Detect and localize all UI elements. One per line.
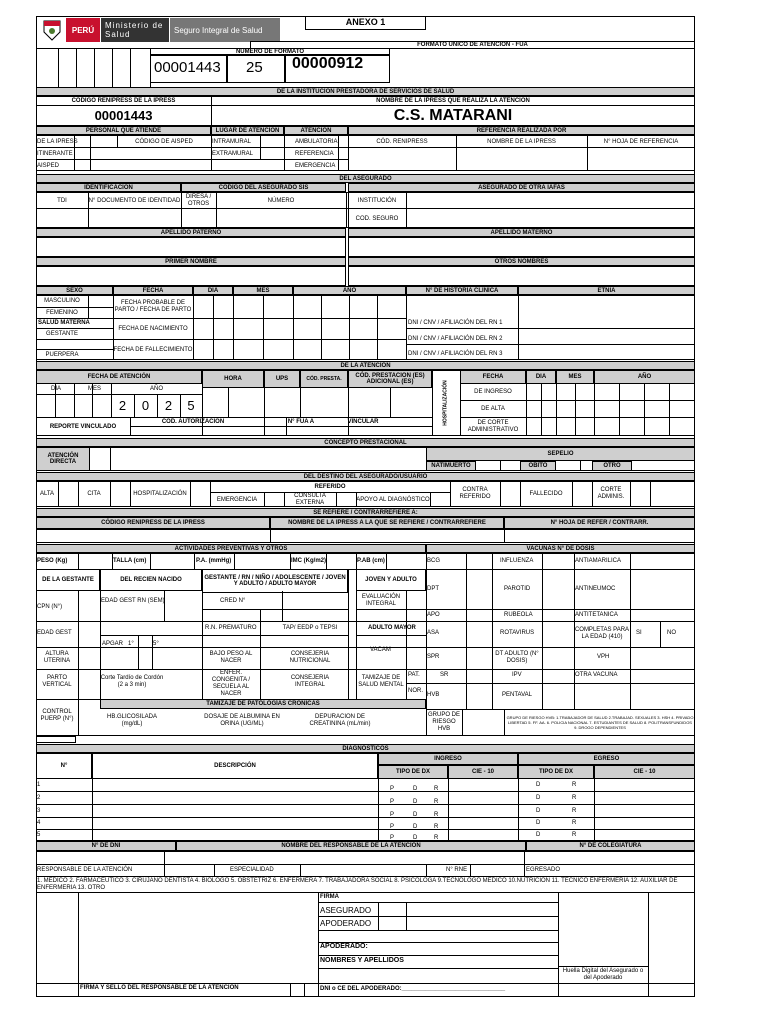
apgar-5-label: 5° — [153, 641, 159, 647]
obito-option[interactable]: OBITO — [520, 461, 556, 471]
tap-label: TAP/ EEDP o TEPSI — [282, 625, 338, 631]
att-anio-label: AÑO — [150, 386, 164, 392]
etnia-label: ETNIA — [518, 286, 695, 295]
activities-section-title: ACTIVIDADES PREVENTIVAS Y OTROS — [36, 544, 426, 553]
hospitalizacion-option[interactable]: HOSPITALIZACIÓN — [133, 490, 187, 497]
antitetanica-label: ANTITETANICA — [575, 612, 618, 618]
sis-logo-box: Seguro Integral de Salud — [170, 18, 280, 42]
dx1-out-r[interactable]: R — [572, 782, 577, 788]
first-name-field[interactable] — [36, 266, 346, 286]
consejeria-int-label: CONSEJERIA INTEGRAL — [290, 675, 330, 688]
profession-list: 1. MEDICO 2. FARMACEUTICO 3. CIRUJANO DENTISTA 4. BIÓLOGO 5. OBSTETRIZ 6. ENFERMERA 7. TRABAJADORA SOCIAL 8. PSICOLOGA 9.TECNOLOGO MEDICO 10.NUTRICION 11. TECNICO ENFERMERIA 12. AUXILIAR DE ENFERMERIA 13. OTRO — [37, 878, 678, 891]
dx4-d[interactable]: D — [413, 824, 418, 830]
dx5-d[interactable]: D — [413, 835, 418, 841]
bajo-peso-label: BAJO PESO AL NACER — [209, 651, 253, 664]
referencia-option[interactable]: REFERENCIA — [295, 151, 334, 157]
ipress-name-label: NOMBRE DE LA IPRESS QUE REALIZA LA ATENCIÓN — [376, 97, 530, 104]
dx5-out-r[interactable]: R — [572, 832, 577, 838]
ipress-code-value[interactable]: 00001443 — [94, 108, 153, 123]
resp-name-label: NOMBRE DEL RESPONSABLE DE LA ATENCIÓN — [176, 841, 526, 851]
attention-label: ATENCIÓN — [284, 126, 348, 135]
ref-sheet-label: N° HOJA DE REFERENCIA — [603, 139, 679, 145]
institucion-label: INSTITUCIÓN — [357, 197, 397, 204]
enfer-label: ENFER. CONGENITA / SECUELA AL NACER — [211, 670, 251, 697]
dx-cie-in-label: CIE - 10 — [448, 765, 518, 779]
recien-block-label: DEL RECIEN NACIDO — [100, 569, 202, 591]
dx2-r[interactable]: R — [434, 799, 439, 805]
otra-vacuna-label: OTRA VACUNA — [575, 672, 618, 678]
dt-adulto-label: DT ADULTO (N° DOSIS) — [495, 651, 539, 664]
refer-section-title: SE REFIERE / CONTRARREFIERE A: — [36, 508, 695, 517]
history-label: N° DE HISTORIA CLINICA — [406, 286, 518, 295]
apoyo-ref-option[interactable]: APOYO AL DIAGNÓSTICO — [356, 496, 430, 503]
first-name-label: PRIMER NOMBRE — [36, 257, 346, 266]
refer-fields[interactable] — [36, 529, 695, 543]
contra-referido-option[interactable]: CONTRA REFERIDO — [459, 487, 491, 500]
de-la-ipress: DE LA IPRESS — [37, 139, 78, 145]
vph-label: VPH — [597, 654, 610, 660]
other-iafas-label: ASEGURADO DE OTRA IAFAS — [348, 183, 695, 192]
maternal-field[interactable] — [348, 237, 695, 257]
dx-tipo-in-label: TIPO DE DX — [378, 765, 448, 779]
rn2-label: DNI / CNV / AFILIACIÓN DEL RN 2 — [408, 336, 503, 342]
cod-autorizacion-label: CÓD. AUTORIZACIÓN — [161, 418, 225, 425]
referido-label: REFERIDO — [210, 483, 450, 491]
hora-label: HORA — [202, 370, 264, 388]
dx-row-2: 2 — [37, 795, 41, 801]
antineumo-label: ANTINEUMOC — [575, 586, 616, 592]
ipress-name-ref-label: NOMBRE DE LA IPRESS — [487, 139, 556, 145]
death-date-label: FECHA DE FALLECIMIENTO — [113, 346, 193, 353]
consejeria-nut-label: CONSEJERIA NUTRICIONAL — [289, 651, 331, 664]
asegurado-sign-label: ASEGURADO — [320, 906, 372, 915]
dx1-p[interactable]: P — [390, 786, 395, 792]
rne-label: N° RNE — [446, 867, 468, 873]
fecha-label: FECHA — [113, 286, 193, 295]
apgar-1-label: 1° — [128, 641, 134, 647]
peru-logo-box: PERÚ — [66, 18, 100, 42]
control-label: CONTROL PUERP (N°) — [40, 709, 74, 722]
refer-code-label: CÓDIGO RENIPRESS DE LA IPRESS — [36, 517, 270, 529]
dia-label: DIA — [193, 286, 233, 295]
emergencia-ref-option[interactable]: EMERGENCIA — [216, 496, 258, 503]
attention-section-title: DE LA ATENCIÓN — [36, 361, 695, 370]
gestante-option[interactable]: GESTANTE — [46, 330, 78, 337]
paternal-field[interactable] — [36, 237, 346, 257]
dx-row-5: 5 — [37, 832, 41, 838]
insured-section-title: DEL ASEGURADO — [36, 174, 695, 183]
cita-option[interactable]: CITA — [87, 490, 101, 497]
dx5-p[interactable]: P — [390, 835, 395, 841]
attention-date-label: FECHA DE ATENCIÓN — [36, 370, 202, 384]
ministry-logo-box: Ministerio de Salud — [101, 18, 169, 42]
gestante-block-label: DE LA GESTANTE — [36, 569, 100, 591]
ipress-name-value[interactable]: C.S. MATARANI — [393, 107, 513, 124]
dx3-d[interactable]: D — [413, 812, 418, 818]
natimuerto-option[interactable]: NATIMUERTO — [426, 461, 476, 471]
hosp-corte-label: DE CORTE ADMINISTRATIVO — [467, 419, 519, 433]
itinerante-option[interactable]: ITINERANTE — [37, 151, 73, 157]
year-digit-1[interactable]: 2 — [118, 398, 127, 413]
grupo-label: GRUPO DE RIESGO HVB — [427, 711, 460, 732]
resp-dni-label: N° DE DNI — [36, 841, 176, 851]
other-names-field[interactable] — [348, 266, 695, 286]
hosp-ingreso-label: DE INGRESO — [474, 388, 512, 395]
cod-adicional-label: CÓD. PRESTACION (ES) ADICIONAL (ES) — [348, 370, 432, 388]
rubeola-label: RUBEOLA — [504, 612, 533, 618]
parto-label: PARTO VERTICAL — [42, 675, 72, 688]
completas-label: COMPLETAS PARA LA EDAD (410) — [574, 627, 630, 640]
att-mes-label: MES — [88, 386, 102, 392]
atencion-directa-label: ATENCIÓN DIRECTA — [36, 447, 90, 471]
dosaje-label: DOSAJE DE ALBUMINA EN ORINA (UG/ML) — [204, 714, 280, 727]
resp-atencion-label: RESPONSABLE DE LA ATENCIÓN — [37, 867, 133, 873]
bcg-label: BCG — [427, 558, 441, 564]
id-doc-label: N° DOCUMENTO DE IDENTIDAD — [88, 197, 181, 204]
dx4-p[interactable]: P — [390, 824, 395, 830]
reporte-vinculado: REPORTE VINCULADO — [49, 424, 117, 430]
hosp-mes-label: MES — [556, 370, 594, 384]
tamizaje-mental-label: TAMIZAJE DE SALUD MENTAL — [358, 675, 404, 688]
annex-title: ANEXO 1 — [345, 16, 386, 27]
dni-apoderado-label: DNI o CE DEL APODERADO:_______________________________ — [320, 986, 506, 992]
dx-cie-out-label: CIE - 10 — [594, 765, 695, 779]
sepelio-label: SEPELIO — [426, 447, 695, 461]
firma-sello-label: FIRMA Y SELLO DEL RESPONSABLE DE LA ATENCIÓN — [80, 985, 239, 991]
sr-label: SR — [440, 672, 449, 678]
extramural-option[interactable]: EXTRAMURAL — [212, 151, 254, 157]
peso-label: PESO (Kg) — [37, 558, 68, 564]
spr-label: SPR — [427, 654, 440, 660]
other-names-label: OTROS NOMBRES — [348, 257, 695, 266]
parotid-label: PAROTID — [504, 586, 531, 592]
dx4-out-r[interactable]: R — [572, 820, 577, 826]
sexo-label: SEXO — [36, 286, 113, 295]
dx2-d[interactable]: D — [413, 799, 418, 805]
tamizaje-cron-label: TAMIZAJE DE PATOLOGÍAS CRÓNICAS — [100, 699, 426, 709]
hosp-dia-label: DIA — [526, 370, 556, 384]
cpn-label: CPN (N°) — [37, 604, 63, 610]
refer-name-label: NOMBRE DE LA IPRESS A LA QUE SE REFIERE / CONTRARREFIERE — [270, 517, 504, 529]
no-option[interactable]: NO — [667, 630, 676, 636]
ambulatoria-option[interactable]: AMBULATORIA — [295, 139, 338, 145]
dx2-p[interactable]: P — [390, 799, 395, 805]
dx3-out-r[interactable]: R — [572, 808, 577, 814]
edad-gest-rn-label: EDAD GEST RN (SEM) — [101, 598, 165, 604]
dx2-out-d[interactable]: D — [536, 795, 541, 801]
dx5-out-d[interactable]: D — [536, 832, 541, 838]
year-digit-3[interactable]: 2 — [164, 398, 173, 413]
probable-date-label: FECHA PROBABLE DE PARTO / FECHA DE PARTO — [114, 300, 192, 313]
antiamarilica-label: ANTIAMARILICA — [575, 558, 622, 564]
form-number-1: 00001443 — [154, 59, 221, 76]
rotavirus-label: ROTAVIRUS — [500, 630, 535, 636]
rn1-label: DNI / CNV / AFILIACIÓN DEL RN 1 — [408, 320, 503, 326]
dx-row-4: 4 — [37, 820, 41, 826]
diagnostics-section-title: DIAGNÓSTICOS — [36, 744, 695, 753]
birth-date-label: FECHA DE NACIMIENTO — [118, 325, 188, 332]
vaccines-section-title: VACUNAS N° DE DOSIS — [426, 544, 695, 553]
corte-admin-option[interactable]: CORTE ADMINIS. — [597, 487, 625, 500]
edad-gest-label: EDAD GEST — [37, 630, 72, 636]
dx1-out-d[interactable]: D — [536, 782, 541, 788]
ipress-section-title: DE LA INSTITUCION PRESTADORA DE SERVICIOS DE SALUD — [36, 87, 695, 96]
gestante-rn-label: GESTANTE / RN / NIÑO / ADOLESCENTE / JOVEN Y ADULTO / ADULTO MAYOR — [202, 569, 348, 593]
grupo-note: GRUPO DE RIESGO HVB: 1.TRABAJADOR DE SALUD 2.TRABAJAD. SEXUALES 3. HSH 4. PRIVADO LIBERTAD 5. FF. AA. 6. POLICIA NACIONAL 7. ESTUDIANTES DE SALUD 8. POLITRANSFUNDIDOS 9. DROGO DEPENDIENTES — [506, 714, 694, 730]
intramural-option[interactable]: INTRAMURAL — [212, 139, 252, 145]
nor-label: NOR. — [408, 688, 423, 694]
hosp-fecha-label: FECHA — [460, 370, 526, 384]
egresado-label: EGRESADO — [526, 867, 561, 873]
imc-label: IMC (Kg/m2) — [291, 558, 326, 564]
dx-desc-label: DESCRIPCIÓN — [92, 753, 378, 779]
corte-tardio-label: Corte Tardío de Cordón (2 a 3 min) — [100, 675, 164, 688]
form-title: FORMATO UNICO DE ATENCION - FUA — [250, 41, 695, 49]
dx1-r[interactable]: R — [434, 786, 439, 792]
apoderado-name-label: APODERADO: — [320, 943, 368, 950]
cod-presta-label: CÓD. PRESTA. — [300, 370, 348, 388]
especialidad-label: ESPECIALIDAD — [230, 867, 274, 873]
tdi-label: TDI — [57, 197, 67, 204]
cred-label: CRED N° — [220, 598, 246, 604]
ups-label: UPS — [264, 370, 300, 388]
ipress-code-label: CÓDIGO RENIPRESS DE LA IPRESS — [71, 97, 176, 104]
cod-seguro-label: COD. SEGURO — [355, 215, 399, 222]
aisped-code-label: CÓDIGO DE AISPED — [135, 139, 193, 145]
pat-label: PAT. — [408, 672, 420, 678]
adulto-mayor-label: ADULTO MAYOR — [368, 625, 416, 631]
concepto-label: CONCEPTO PRESTACIONAL — [36, 438, 695, 447]
apo-label: APO — [427, 612, 440, 618]
ipv-label: IPV — [512, 672, 522, 678]
dx4-r[interactable]: R — [434, 824, 439, 830]
consulta-ref-option[interactable]: CONSULTA EXTERNA — [294, 493, 326, 506]
depuracion-label: DEPURACION DE CREATININA (mL/min) — [309, 714, 371, 727]
asa-label: ASA — [427, 630, 440, 636]
altura-label: ALTURA UTERINA — [43, 651, 71, 664]
form-number-2: 25 — [246, 59, 263, 76]
staff-label: PERSONAL QUE ATIENDE — [36, 126, 211, 135]
dx3-p[interactable]: P — [390, 812, 395, 818]
refer-sheet-label: N° HOJA DE REFER / CONTRARR. — [504, 517, 695, 529]
dx4-out-d[interactable]: D — [536, 820, 541, 826]
place-label: LUGAR DE ATENCIÓN — [211, 126, 284, 135]
dx3-out-d[interactable]: D — [536, 808, 541, 814]
paternal-label: APELLIDO PATERNO — [36, 228, 346, 237]
pa-label: P.A. (mmHg) — [196, 558, 232, 564]
resp-colegiatura-label: N° DE COLEGIATURA — [526, 841, 695, 851]
vincular-label: VINCULAR — [347, 418, 379, 425]
form-number-3: 00000912 — [292, 55, 364, 72]
vacam-label: VACAM — [370, 647, 391, 653]
femenino-option[interactable]: FEMENINO — [46, 309, 78, 316]
dx5-r[interactable]: R — [434, 835, 439, 841]
peru-shield-icon — [38, 18, 66, 42]
apoderado-sign-label: APODERADO — [320, 919, 372, 928]
si-option[interactable]: SI — [636, 630, 642, 636]
dx-n-label: N° — [36, 753, 92, 779]
diresa-label: DIRESA / OTROS — [185, 194, 212, 207]
rn-prematuro-label: R.N. PREMATURO — [205, 625, 257, 631]
dx-egreso-label: EGRESO — [518, 753, 695, 765]
dx-ingreso-label: INGRESO — [378, 753, 518, 765]
huella-label: Huella Digital del Asegurado o del Apoderado — [562, 967, 644, 981]
nfua-label: N° FUA A — [287, 418, 315, 425]
year-digit-2[interactable]: 0 — [141, 398, 150, 413]
pentaval-label: PENTAVAL — [502, 692, 533, 698]
hb-label: HB.GLICOSILADA (mg/dL) — [106, 714, 157, 727]
hosp-anio-label: AÑO — [594, 370, 695, 384]
alta-option[interactable]: ALTA — [39, 490, 55, 497]
emergencia-option[interactable]: EMERGENCIA — [295, 163, 336, 169]
puerpera-option[interactable]: PUERPERA — [45, 351, 79, 358]
maternal-label: APELLIDO MATERNO — [348, 228, 695, 237]
talla-label: TALLA (cm) — [113, 558, 147, 564]
pab-label: P.AB (cm) — [357, 558, 385, 564]
firma-label: FIRMA — [320, 894, 339, 900]
dx-row-3: 3 — [37, 808, 41, 814]
apgar-label: APGAR — [102, 641, 124, 647]
dx2-out-r[interactable]: R — [572, 795, 577, 801]
eval-label: EVALUACIÓN INTEGRAL — [361, 594, 401, 607]
maternal-health-label: SALUD MATERNA — [38, 320, 90, 326]
hospitalizacion-vertical-label: HOSPITALIZACIÓN — [443, 380, 449, 426]
numero-label: NÚMERO — [267, 197, 295, 204]
form-number-label: NUMERO DE FORMATO — [150, 48, 390, 55]
anio-label: AÑO — [293, 286, 406, 295]
destination-section-title: DEL DESTINO DEL ASEGURADO/USUARIO — [36, 472, 695, 481]
joven-label: JOVEN Y ADULTO — [356, 569, 426, 591]
fallecido-option[interactable]: FALLECIDO — [529, 490, 563, 497]
identification-label: IDENTIFICACIÓN — [36, 183, 181, 192]
dx-row-1: 1 — [37, 782, 41, 788]
hosp-alta-label: DE ALTA — [481, 405, 505, 412]
masculino-option[interactable]: MASCULINO — [44, 297, 80, 304]
influenza-label: INFLUENZA — [500, 558, 534, 564]
rn3-label: DNI / CNV / AFILIACIÓN DEL RN 3 — [408, 351, 503, 357]
mes-label: MES — [233, 286, 293, 295]
year-digit-4[interactable]: 5 — [187, 398, 195, 413]
cod-renipress-label: CÓD. RENIPRESS — [376, 139, 428, 145]
dpt-label: DPT — [427, 586, 439, 592]
reference-label: REFERENCIA REALIZADA POR — [348, 126, 695, 135]
dx1-d[interactable]: D — [413, 786, 418, 792]
sis-code-label: CÓDIGO DEL ASEGURADO SIS — [181, 183, 346, 192]
dx-tipo-out-label: TIPO DE DX — [518, 765, 594, 779]
dx3-r[interactable]: R — [434, 812, 439, 818]
nombres-label: NOMBRES Y APELLIDOS — [320, 957, 404, 964]
hvb-label: HVB — [427, 692, 440, 698]
att-dia-label: DIA — [51, 386, 62, 392]
otro-option[interactable]: OTRO — [592, 461, 632, 471]
aisped-option[interactable]: AISPED — [37, 163, 60, 169]
